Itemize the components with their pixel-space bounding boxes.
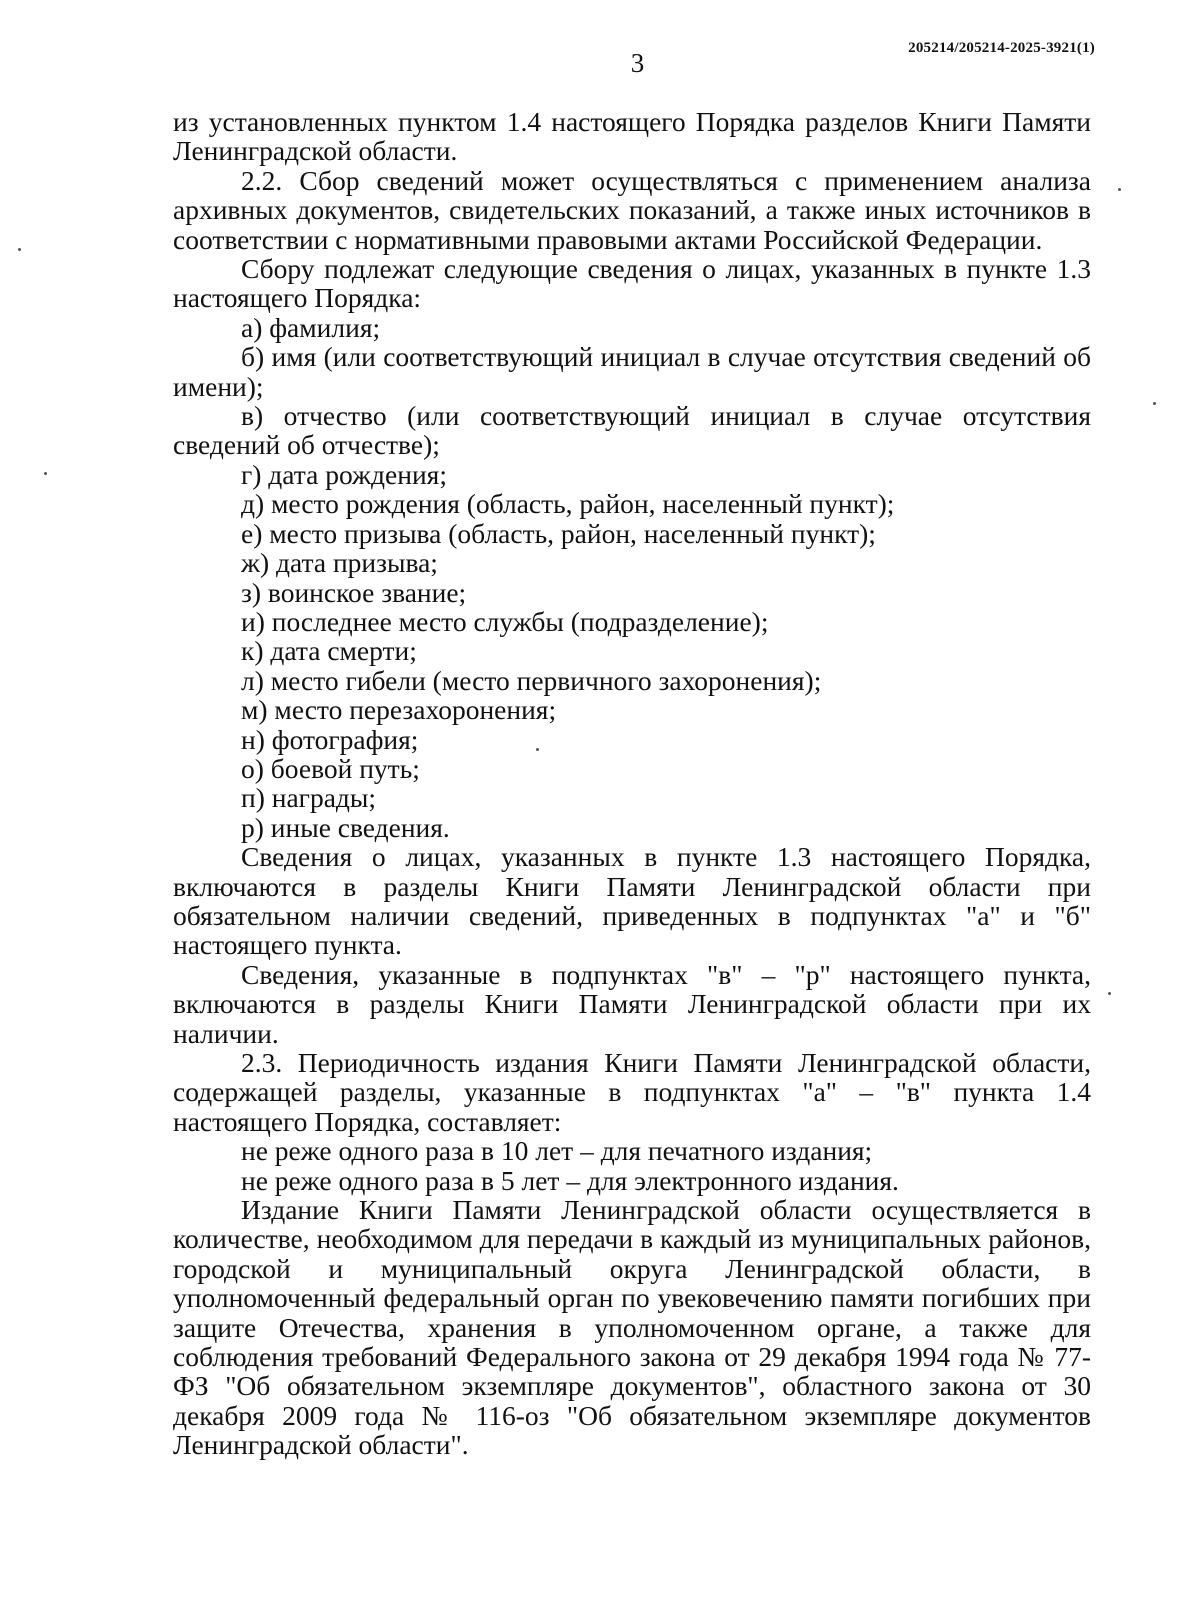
- list-item: в) отчество (или соответствующий инициал в случае отсутствия сведений об отчестве);: [173, 400, 1091, 461]
- paragraph-continuation: из установленных пунктом 1.4 настоящего Порядка разделов Книги Памяти Ленинградской области.: [173, 106, 1091, 167]
- scan-speck: [1118, 188, 1121, 191]
- paragraph-2-2: 2.2. Сбор сведений может осуществляться с применением анализа архивных документов, свидетельских показаний, а также иных источников в соответствии с нормативными правовыми актами Российской Федерации.: [173, 164, 1091, 255]
- list-item: м) место перезахоронения;: [241, 694, 557, 726]
- scan-speck: [44, 472, 47, 475]
- list-item: г) дата рождения;: [241, 458, 447, 490]
- scan-speck: [1153, 402, 1156, 405]
- list-item: з) воинское звание;: [241, 576, 467, 608]
- list-item: е) место призыва (область, район, населенный пункт);: [241, 517, 876, 549]
- page-number: 3: [630, 48, 645, 78]
- list-item: о) боевой путь;: [241, 752, 420, 784]
- scan-speck: [1108, 992, 1111, 995]
- list-item: и) последнее место службы (подразделение);: [241, 605, 769, 637]
- list-item: а) фамилия;: [241, 311, 381, 343]
- list-item: к) дата смерти;: [241, 635, 417, 667]
- list-item: л) место гибели (место первичного захоронения);: [241, 664, 822, 696]
- list-item: д) место рождения (область, район, населенный пункт);: [241, 488, 895, 520]
- paragraph-2-3: 2.3. Периодичность издания Книги Памяти Ленинградской области, содержащей разделы, указанные в подпунктах "а" – "в" пункта 1.4 настоящего Порядка, составляет:: [173, 1047, 1091, 1137]
- scan-speck: [18, 248, 21, 251]
- list-item: н) фотография;: [241, 723, 419, 755]
- paragraph-included-ab: Сведения о лицах, указанных в пункте 1.3 настоящего Порядка, включаются в разделы Книги Памяти Ленинградской области при обязательном наличии сведений, приведенных в подпунктах "а" и "б" настоящего пункта.: [173, 841, 1091, 961]
- list-item: р) иные сведения.: [241, 811, 450, 843]
- doc-id: 205214/205214-2025-3921(1): [908, 40, 1095, 56]
- list-item: п) награды;: [241, 782, 377, 814]
- scan-speck: [536, 748, 539, 751]
- document-body: [173, 107, 1091, 1460]
- period-electronic: не реже одного раза в 5 лет – для электронного издания.: [241, 1164, 899, 1196]
- list-item: ж) дата призыва;: [241, 547, 438, 579]
- list-item: б) имя (или соответствующий инициал в случае отсутствия сведений об имени);: [173, 341, 1091, 402]
- paragraph-included-vr: Сведения, указанные в подпунктах "в" – "р" настоящего пункта, включаются в разделы Книги Памяти Ленинградской области при их наличии.: [173, 958, 1091, 1049]
- period-print: не реже одного раза в 10 лет – для печатного издания;: [241, 1135, 873, 1167]
- paragraph-collect-intro: Сбору подлежат следующие сведения о лицах, указанных в пункте 1.3 настоящего Порядка:: [173, 253, 1091, 314]
- paragraph-edition: Издание Книги Памяти Ленинградской области осуществляется в количестве, необходимом для передачи в каждый из муниципальных районов, городской и муниципальный округа Ленинградской области, в уполномоченный федеральный орган по увековечению памяти погибших при защите Отечества, хранения в уполномоченном органе, а также для соблюдения требований Федерального закона от 29 декабря 1994 года № 77-ФЗ "Об обязательном экземпляре документов", областного закона от 30 декабря 2009 года № 116-оз "Об обязательном экземпляре документов Ленинградской области".: [173, 1194, 1091, 1461]
